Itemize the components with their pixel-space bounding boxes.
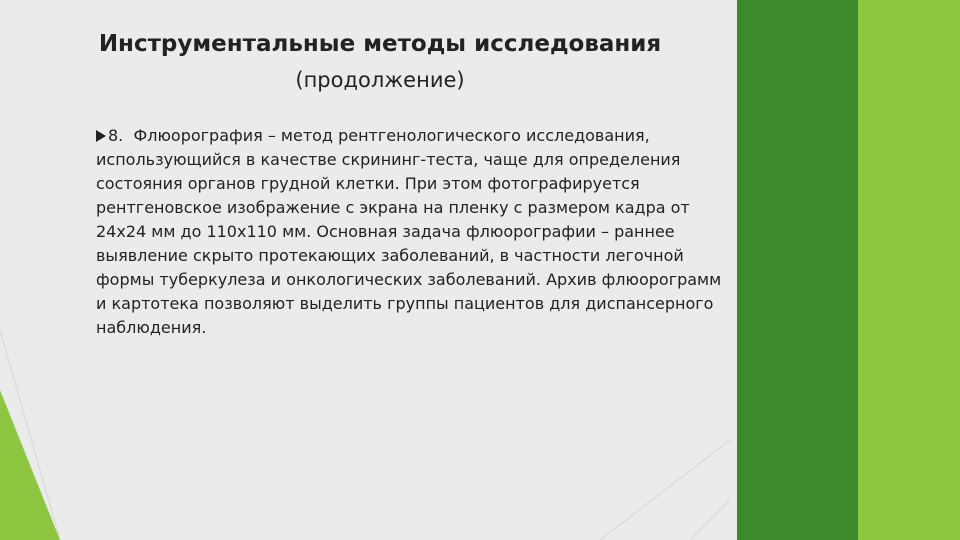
slide-title — [60, 26, 700, 98]
triangle-bullet-icon — [96, 130, 106, 142]
slide-body — [96, 124, 728, 340]
title-line-2: (продолжение) — [295, 68, 465, 92]
item-number: 8. — [108, 126, 124, 145]
item-term: Флюорография — [133, 126, 263, 145]
item-description: – метод рентгенологического исследования, использующийся в качестве скрининг-теста, чаще для определения состояния органов грудной клетки. При этом фотографируется рентгеновское изображение с экрана на пленку с размером кадра от 24х24 мм до 110х110 мм. Основная задача флюорографии – раннее выявление скрыто протекающих заболеваний, в частности легочной формы туберкулеза и онкологических заболеваний. Архив флюорограмм и картотека позволяют выделить группы пациентов для диспансерного наблюдения. — [96, 126, 722, 337]
right-accent-bar-dark — [737, 0, 858, 540]
left-accent-triangle — [0, 0, 60, 540]
title-line-1: Инструментальные методы исследования — [98, 31, 662, 57]
right-accent-bar-light — [858, 0, 960, 540]
